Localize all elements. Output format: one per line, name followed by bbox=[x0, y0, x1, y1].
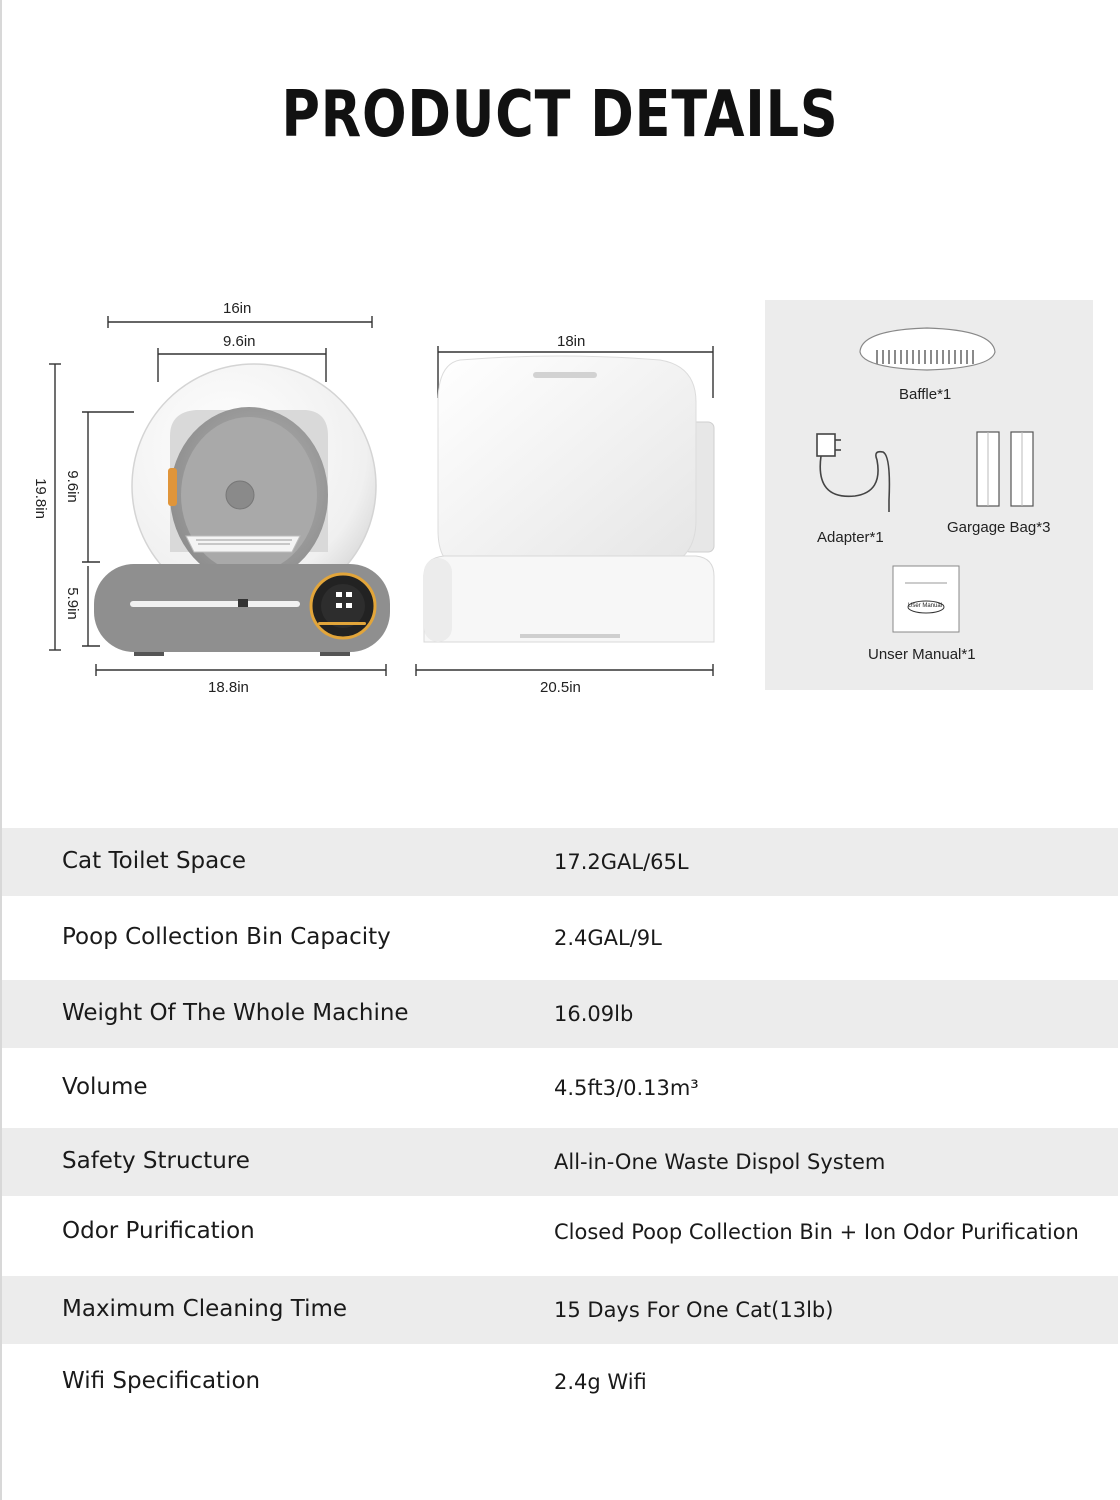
side-view-product bbox=[424, 356, 714, 642]
spec-row bbox=[2, 896, 1118, 980]
manual-icon bbox=[893, 566, 959, 632]
accessory-label-baffle: Baffle*1 bbox=[899, 386, 952, 403]
dim-front-base-height: 5.9in bbox=[63, 587, 81, 620]
spec-row bbox=[2, 828, 1118, 896]
spec-value: Closed Poop Collection Bin + Ion Odor Purification bbox=[554, 1220, 1079, 1244]
spec-value: 17.2GAL/65L bbox=[554, 850, 689, 874]
product-drawing bbox=[20, 290, 760, 710]
spec-row bbox=[2, 1128, 1118, 1196]
spec-value: 16.09lb bbox=[554, 1002, 634, 1026]
dim-front-total-height: 19.8in bbox=[31, 478, 49, 519]
spec-row bbox=[2, 1048, 1118, 1128]
spec-value: 2.4GAL/9L bbox=[554, 926, 662, 950]
accessory-label-manual: Unser Manual*1 bbox=[868, 646, 976, 663]
spec-row bbox=[2, 1276, 1118, 1344]
spec-row bbox=[2, 1196, 1118, 1276]
spec-label: Weight Of The Whole Machine bbox=[62, 1000, 409, 1026]
spec-label: Wifi Specification bbox=[62, 1368, 261, 1394]
baffle-icon bbox=[860, 328, 995, 370]
spec-row bbox=[2, 1344, 1118, 1424]
dim-front-base-width: 18.8in bbox=[208, 679, 249, 696]
dim-side-top-width: 18in bbox=[557, 333, 586, 350]
garbage-bag-icon bbox=[977, 432, 1033, 506]
spec-row bbox=[2, 980, 1118, 1048]
spec-value: 2.4g Wifi bbox=[554, 1370, 647, 1394]
spec-label: Poop Collection Bin Capacity bbox=[62, 924, 391, 950]
accessories-drawing bbox=[765, 300, 1093, 690]
spec-value: All-in-One Waste Dispol System bbox=[554, 1150, 886, 1174]
manual-cover-text: User Manual bbox=[908, 603, 943, 609]
accessories-panel bbox=[765, 300, 1093, 690]
page-title: PRODUCT DETAILS bbox=[281, 78, 839, 152]
spec-value: 15 Days For One Cat(13lb) bbox=[554, 1298, 834, 1322]
dim-front-upper-height: 9.6in bbox=[63, 470, 81, 503]
spec-value: 4.5ft3/0.13m³ bbox=[554, 1076, 699, 1100]
spec-label: Safety Structure bbox=[62, 1148, 250, 1174]
dim-front-top-width: 16in bbox=[223, 300, 252, 317]
spec-label: Volume bbox=[62, 1074, 148, 1100]
spec-label: Odor Purification bbox=[62, 1218, 255, 1244]
spec-label: Cat Toilet Space bbox=[62, 848, 247, 874]
front-view-product bbox=[94, 364, 390, 656]
accessory-label-adapter: Adapter*1 bbox=[817, 529, 884, 546]
dim-side-base-width: 20.5in bbox=[540, 679, 581, 696]
adapter-icon bbox=[817, 434, 889, 512]
product-dimension-figure bbox=[20, 290, 760, 710]
spec-label: Maximum Cleaning Time bbox=[62, 1296, 348, 1322]
accessory-label-garbage-bag: Gargage Bag*3 bbox=[947, 519, 1051, 536]
dim-front-opening-width: 9.6in bbox=[223, 333, 256, 350]
